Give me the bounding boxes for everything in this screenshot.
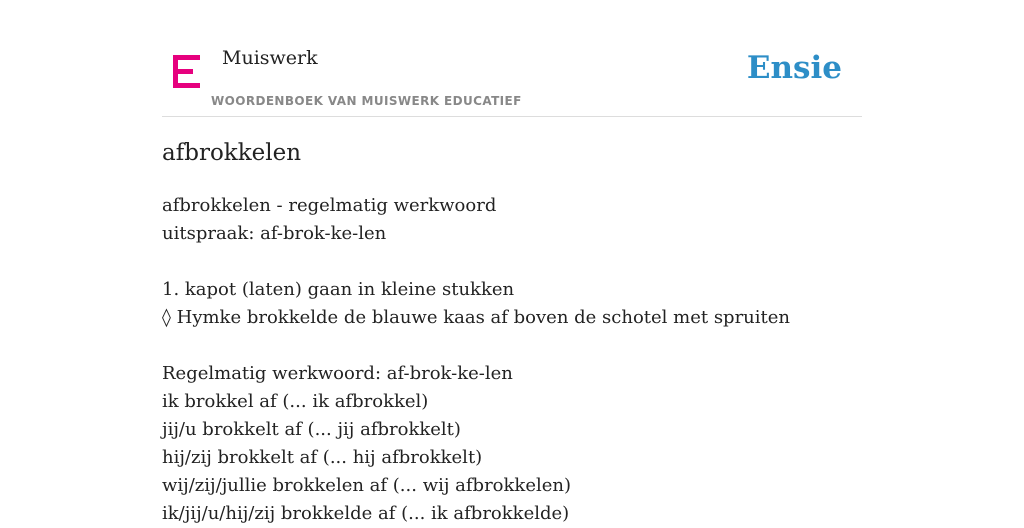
ensie-logo[interactable]: Ensie [746,50,842,86]
muiswerk-logo-icon[interactable] [173,55,200,88]
conjugation-heading: Regelmatig werkwoord: af-brok-ke-len [162,363,513,384]
entry-content [162,192,862,528]
brand-subtitle: WOORDENBOEK VAN MUISWERK EDUCATIEF [211,94,522,108]
brand-name[interactable]: Muiswerk [222,47,318,69]
definition-heading: afbrokkelen - regelmatig werkwoord [162,195,497,216]
conjugation-line: hij/zij brokkelt af (... hij afbrokkelt) [162,447,483,468]
sense-1: 1. kapot (laten) gaan in kleine stukken [162,279,515,300]
site-header [162,0,862,117]
example-sentence: ◊ Hymke brokkelde de blauwe kaas af boven de schotel met spruiten [162,307,791,328]
pronunciation: uitspraak: af-brok-ke-len [162,223,387,244]
conjugation-line: ik/jij/u/hij/zij brokkelde af (... ik afbrokkelde) [162,503,570,524]
page-title: afbrokkelen [162,140,302,166]
conjugation-line: jij/u brokkelt af (... jij afbrokkelt) [162,419,461,440]
conjugation-line: ik brokkel af (... ik afbrokkel) [162,391,429,412]
conjugation-line: wij/zij/jullie brokkelen af (... wij afbrokkelen) [162,475,572,496]
